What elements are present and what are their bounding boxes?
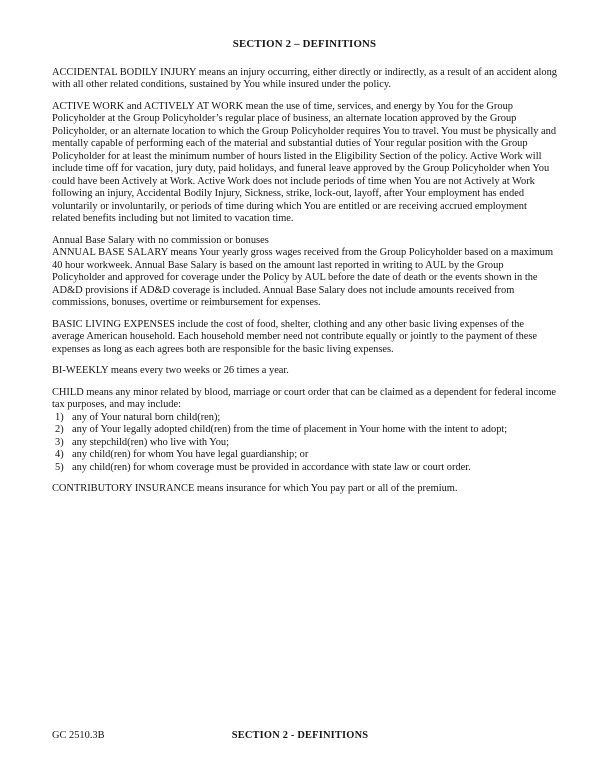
- child-intro-text: CHILD means any minor related by blood, marriage or court order that can be claimed as a dependent for federal income tax purposes, and may include:: [52, 386, 557, 410]
- list-item-text: any stepchild(ren) who live with You;: [72, 436, 229, 448]
- definition-active-work: ACTIVE WORK and ACTIVELY AT WORK mean the use of time, services, and energy by You for the Group Policyholder at the Group Policyholder’s regular place of business, an alternate location approved by the Group Policyholder, or an alternate location to which the Group Policyholder requires You to travel. You must be physically and mentally capable of performing each of the material and substantial duties of Your regular position with the Group Policyholder for at least the minimum number of hours listed in the Eligibility Section of the policy. Active Work will include time off for vacation, jury duty, paid holidays, and funeral leave approved by the Group Policyholder when You could have been Actively at Work. Active Work does not include periods of time when You are not Actively at Work following an injury, Accidental Bodily Injury, Sickness, strike, lock-out, layoff, after Your employment has ended voluntarily or involuntarily, or periods of time during which You are entitled or are receiving accrued employment related benefits including but not limited to vacation time.: [52, 100, 557, 224]
- list-item-text: any of Your legally adopted child(ren) from the time of placement in Your home with the intent to adopt;: [72, 424, 508, 435]
- list-item-number: 1): [55, 411, 64, 423]
- annual-base-salary-text: ANNUAL BASE SALARY means Your yearly gross wages received from the Group Policyholder based on a maximum 40 hour workweek. Annual Base Salary is based on the amount last reported in writing to AUL by the Group Policyholder and approved for coverage under the Policy by AUL before the date of death or the events shown in the AD&D provisions if AD&D coverage is included. Annual Base Salary does not include amounts received from commissions, bonuses, overtime or reimbursement for expenses.: [52, 247, 554, 308]
- definition-child: [52, 387, 557, 475]
- definition-basic-living-expenses: BASIC LIVING EXPENSES include the cost of food, shelter, clothing and any other basic living expenses of the average American household. Each household member need not contribute equally or jointly to the payment of these expenses as long as each agrees both are responsible for the basic living expenses.: [52, 318, 538, 355]
- definition-annual-base-salary: [52, 235, 557, 310]
- definition-contributory-insurance: CONTRIBUTORY INSURANCE means insurance for which You pay part or all of the premium.: [52, 483, 458, 494]
- document-code: GC 2510.3B: [52, 730, 105, 741]
- annual-base-salary-subheading: Annual Base Salary with no commission or bonuses: [52, 234, 269, 246]
- footer-section-title: SECTION 2 - DEFINITIONS: [231, 730, 369, 741]
- list-item: [52, 449, 557, 462]
- page-title: SECTION 2 – DEFINITIONS: [232, 38, 377, 50]
- document-content: [52, 38, 557, 496]
- definition-accidental-bodily-injury: ACCIDENTAL BODILY INJURY means an injury occurring, either directly or indirectly, as a result of an accident along with all other related conditions, sustained by You while insured under the policy.: [52, 66, 558, 90]
- list-item-number: 5): [55, 461, 64, 473]
- list-item-number: 3): [55, 436, 64, 448]
- definition-bi-weekly: BI-WEEKLY means every two weeks or 26 times a year.: [52, 365, 289, 376]
- page-footer: [0, 730, 600, 744]
- list-item: [52, 462, 557, 475]
- list-item-number: 2): [55, 424, 64, 435]
- list-item-text: any of Your natural born child(ren);: [72, 411, 221, 423]
- list-item: [52, 437, 557, 450]
- list-item: [52, 412, 557, 425]
- list-item-number: 4): [55, 449, 64, 460]
- list-item-text: any child(ren) for whom You have legal guardianship; or: [72, 449, 309, 460]
- list-item-text: any child(ren) for whom coverage must be provided in accordance with state law or court order.: [72, 461, 471, 473]
- list-item: [52, 424, 557, 437]
